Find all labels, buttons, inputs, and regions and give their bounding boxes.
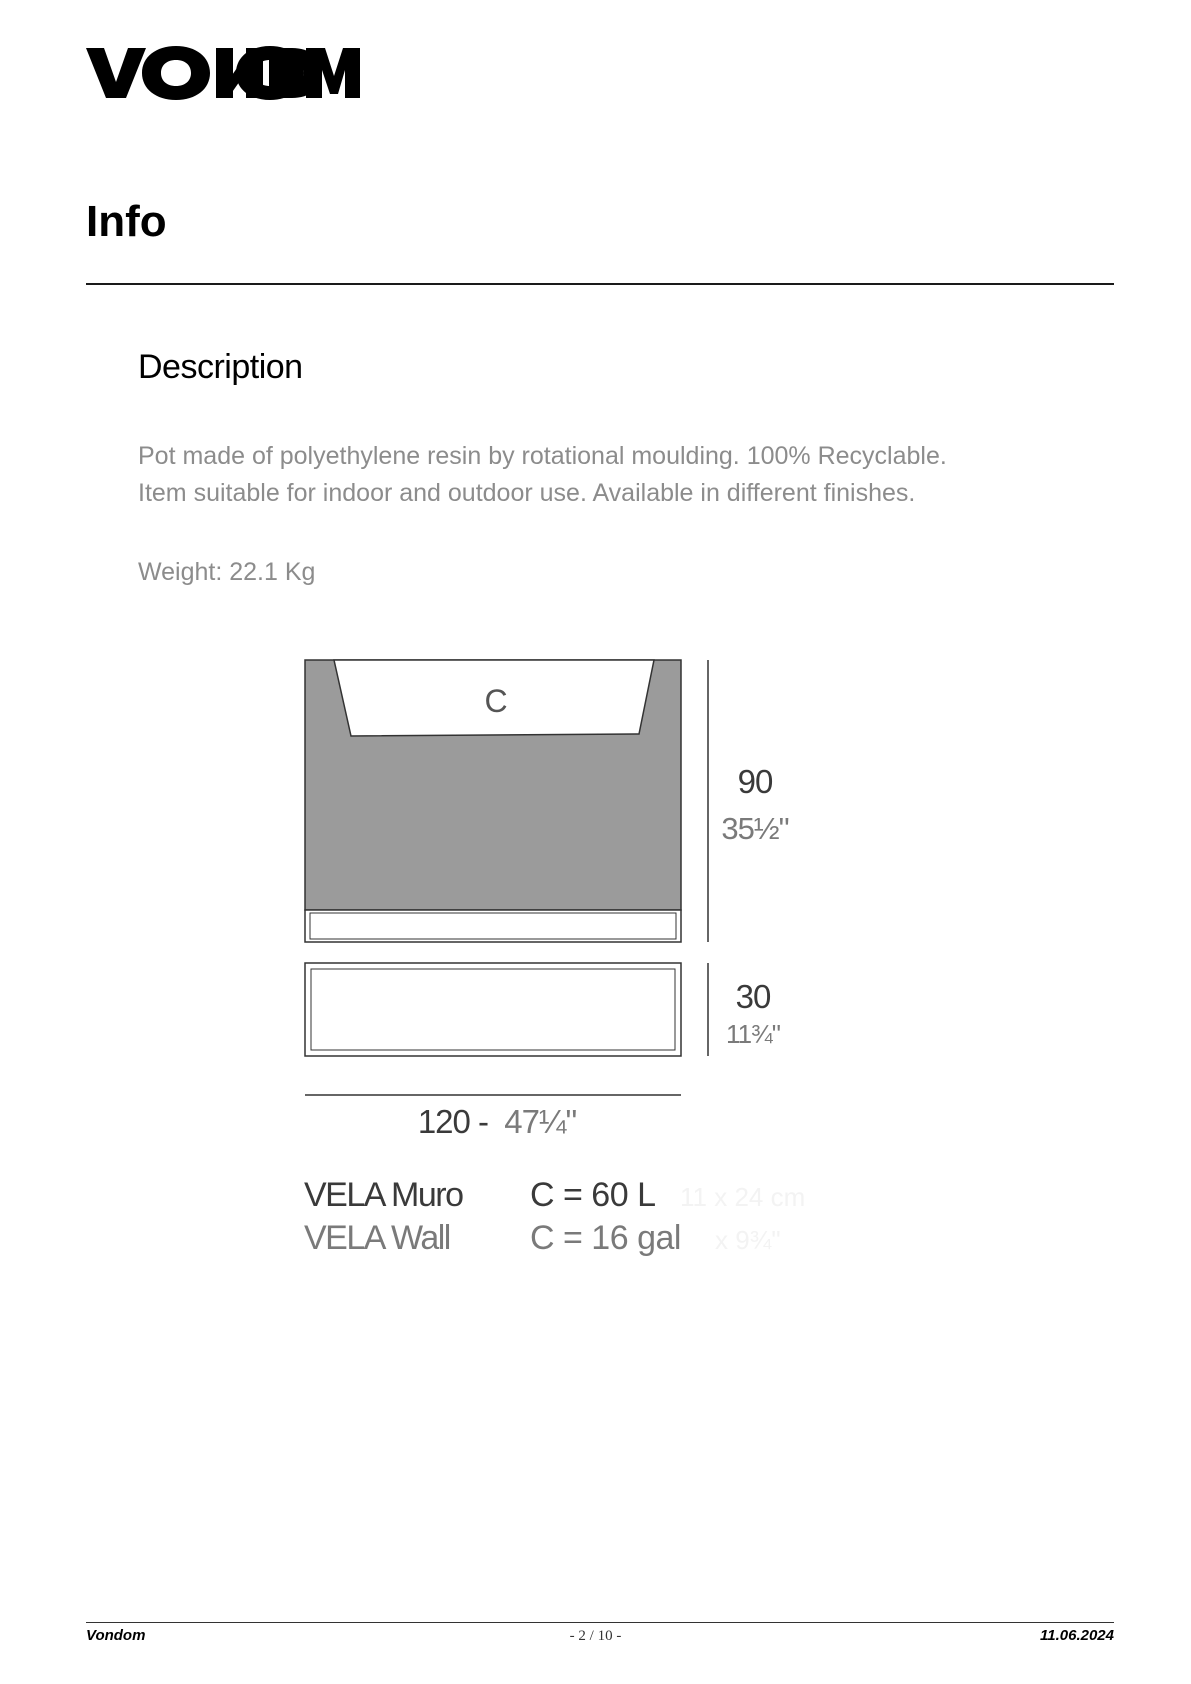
capacity-marker: C [484, 683, 508, 719]
page-number: - 2 / 10 - [569, 1628, 622, 1644]
spec-extra-1: 11 x 24 cm [680, 1182, 806, 1212]
spec-name-2: VELA Wall [304, 1219, 450, 1257]
spec-name-1: VELA Muro [304, 1176, 463, 1214]
footer-brand: Vondom [86, 1627, 146, 1644]
section-heading-description: Description [138, 348, 303, 386]
width-in: 47¼" [504, 1103, 577, 1140]
title-divider [86, 283, 1114, 285]
width-label [418, 1103, 577, 1140]
weight-text: Weight: 22.1 Kg [138, 558, 316, 586]
description-line-1: Pot made of polyethylene resin by rotational moulding. 100% Recyclable. [138, 442, 947, 470]
page-title: Info [86, 197, 167, 246]
footer-date: 11.06.2024 [1040, 1627, 1114, 1644]
spec-capacity-1: C = 60 L [530, 1176, 656, 1214]
spec-extra-2: x 9¾" [715, 1225, 781, 1255]
description-text [138, 438, 1098, 512]
height-in: 35½" [721, 811, 789, 846]
front-view-base-inner [310, 913, 676, 939]
vondom-logo-om [236, 46, 360, 100]
width-cm: 120 - [417, 1103, 489, 1140]
description-line-2: Item suitable for indoor and outdoor use. Available in different finishes. [138, 479, 916, 507]
depth-in: 11¾" [726, 1019, 780, 1049]
top-view-inner [311, 969, 675, 1050]
height-cm: 90 [737, 763, 773, 800]
depth-cm: 30 [735, 978, 771, 1015]
technical-drawing [260, 640, 880, 1280]
footer-divider [86, 1622, 1114, 1623]
spec-capacity-2: C = 16 gal [530, 1219, 681, 1257]
